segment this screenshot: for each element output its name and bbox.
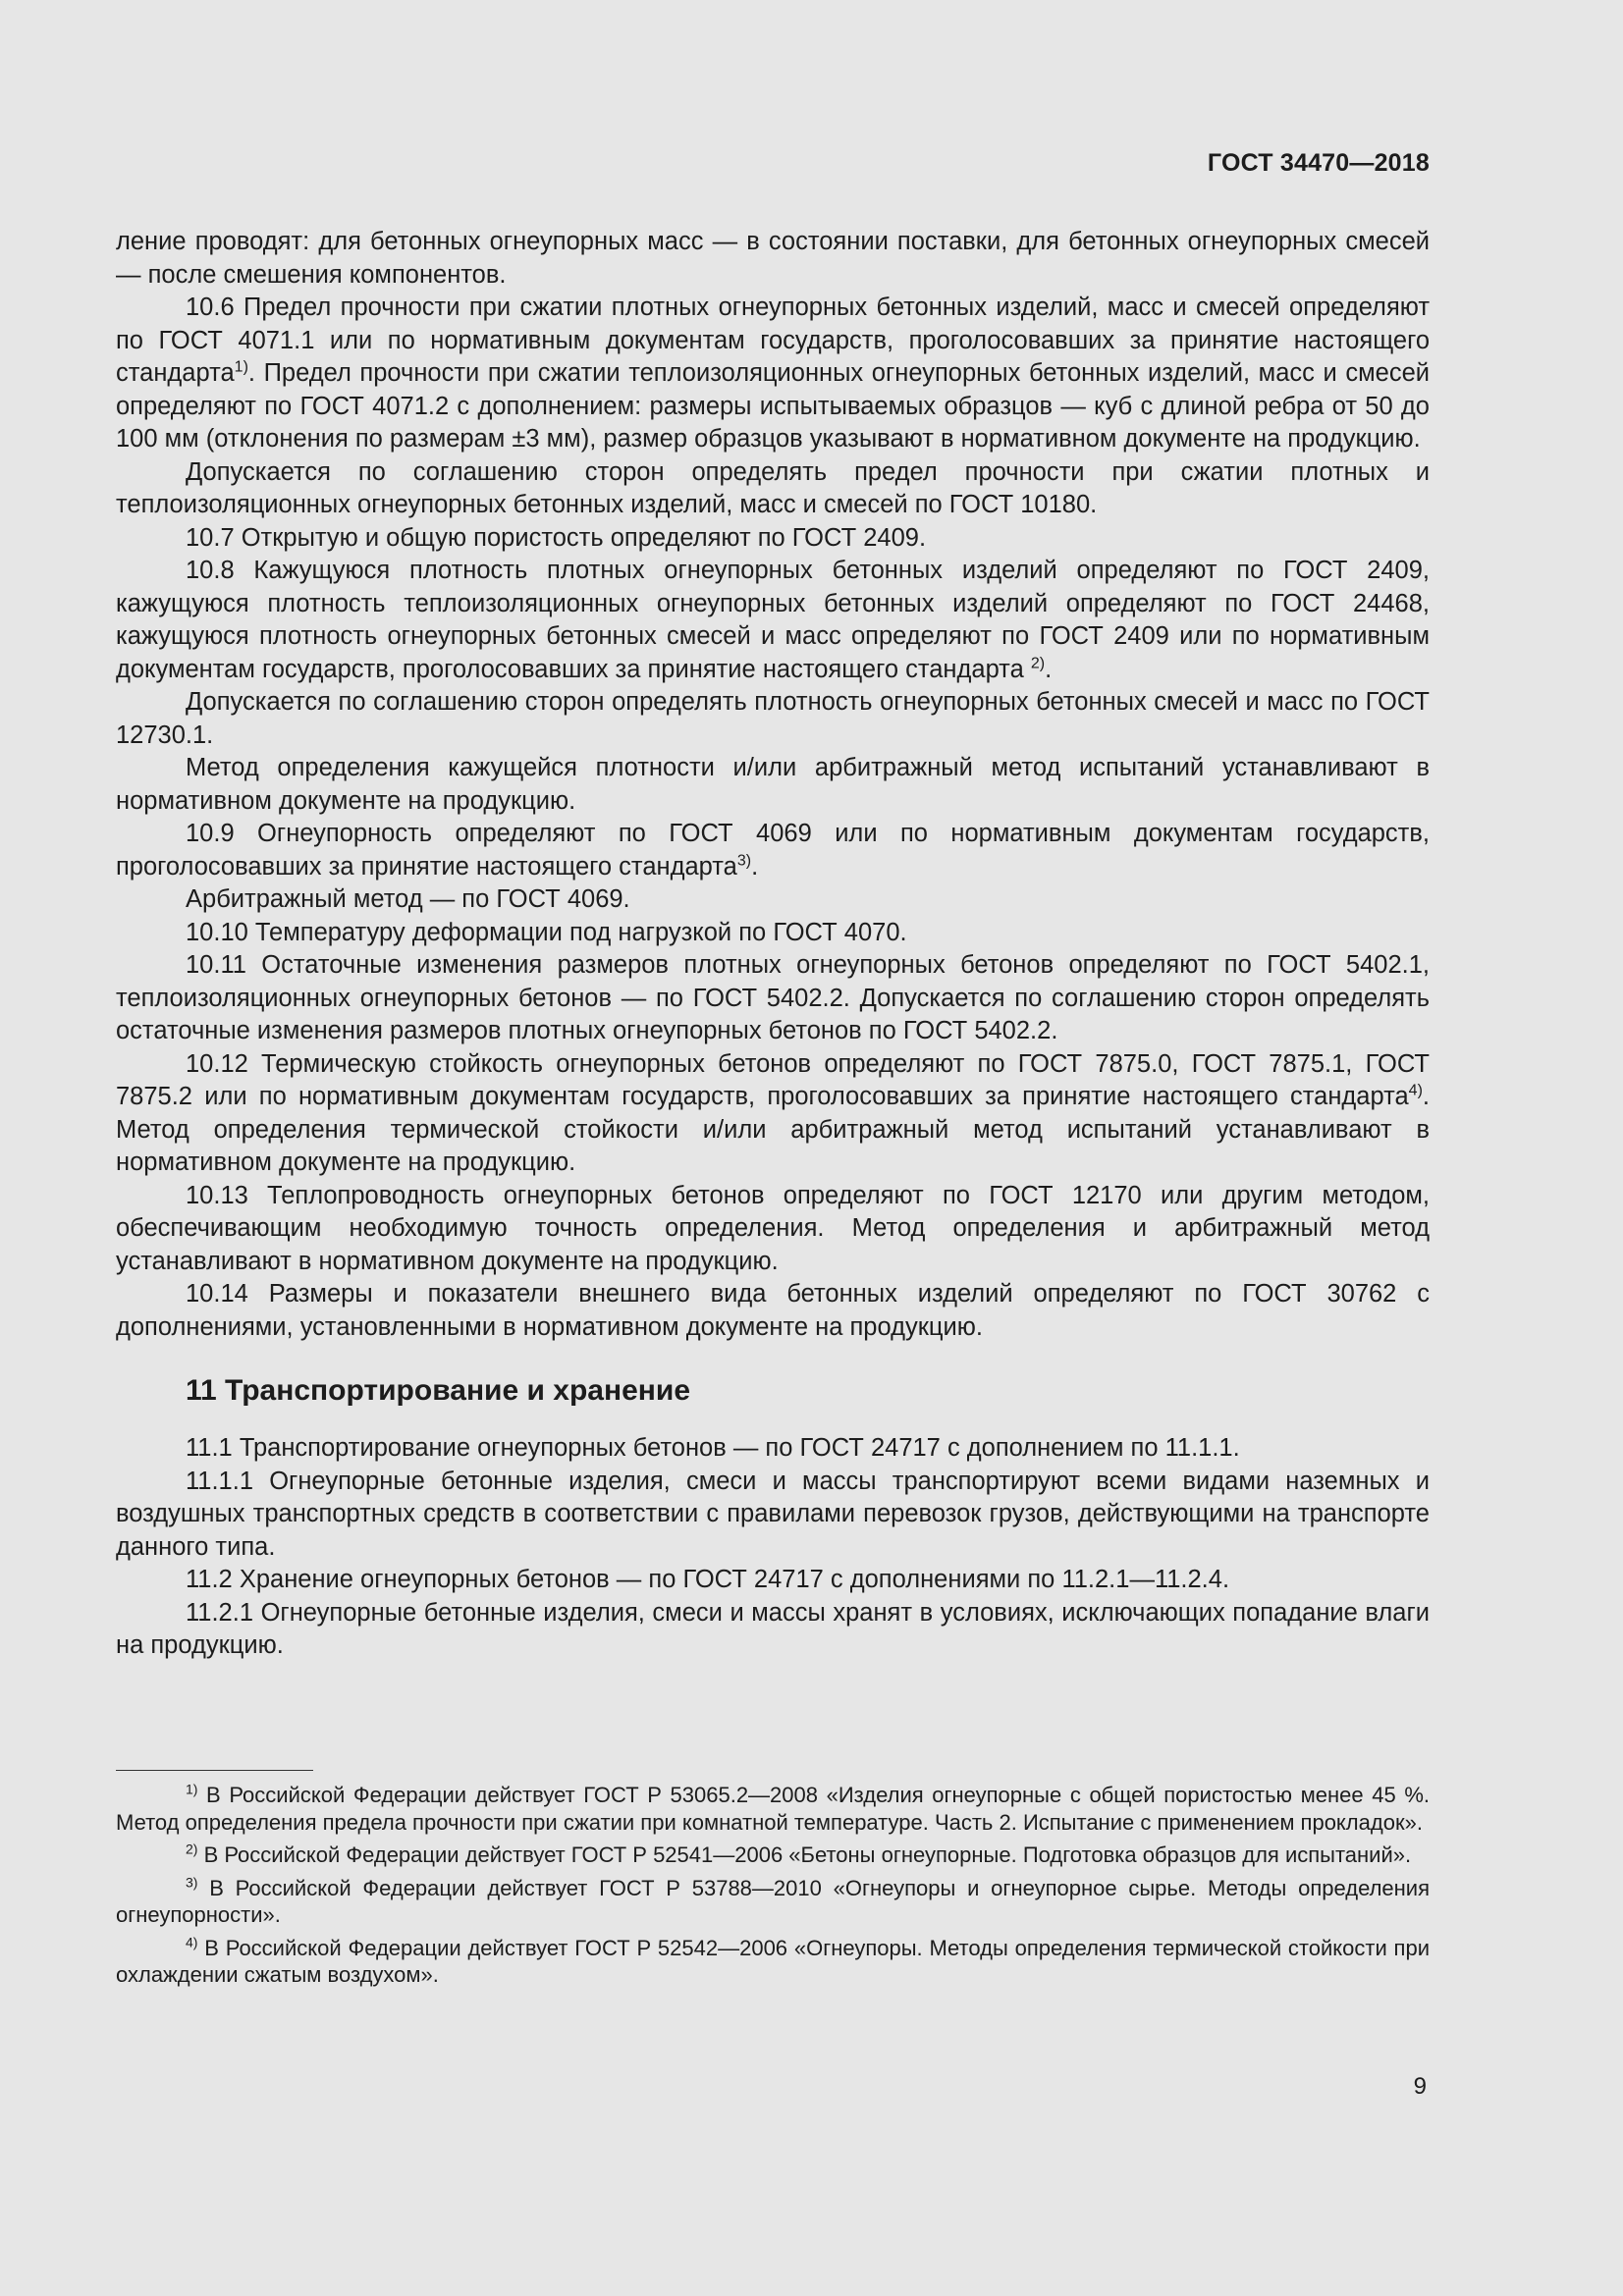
paragraph-10-8-note-2: Метод определения кажущейся плотности и/или арбитражный метод испытаний устанавливают в нормативном документе на продукцию. <box>116 754 1430 815</box>
paragraph-10-11: 10.11 Остаточные изменения размеров плотных огнеупорных бетонов определяют по ГОСТ 5402.1, теплоизоляционных огнеупорных бетонов — по ГОСТ 5402.2. Допускается по соглашению сторон определять остаточные изменения размеров плотных огнеупорных бетонов по ГОСТ 5402.2. <box>116 951 1430 1044</box>
text-span: . Предел прочности при сжатии теплоизоляционных огнеупорных бетонных изделий, масс и смесей определяют по ГОСТ 4071.2 с дополнением: размеры испытываемых образцов — куб с длиной ребра от 50 до 100 мм (отклонения по размерам ±3 мм), размер образцов указывают в нормативном документе на продукцию. <box>116 359 1430 453</box>
main-text <box>116 226 1430 1663</box>
text-span: . <box>1045 655 1053 683</box>
footnote-4 <box>116 1935 1430 1989</box>
footnote-mark: 2) <box>186 1841 198 1857</box>
document-header: ГОСТ 34470—2018 <box>1207 149 1430 177</box>
footnote-mark: 1) <box>186 1781 198 1797</box>
footnotes <box>116 1782 1430 1995</box>
footnote-mark: 4) <box>186 1934 198 1950</box>
paragraph-10-9 <box>116 818 1430 883</box>
paragraph-10-6-note: Допускается по соглашению сторон определять предел прочности при сжатии плотных и теплоизоляционных огнеупорных бетонных изделий, масс и смесей по ГОСТ 10180. <box>116 457 1430 518</box>
footnote-1 <box>116 1782 1430 1836</box>
footnote-ref-4: 4) <box>1408 1082 1423 1099</box>
paragraph-11-2-1: 11.2.1 Огнеупорные бетонные изделия, смеси и массы хранят в условиях, исключающих попадание влаги на продукцию. <box>116 1598 1430 1659</box>
paragraph-10-9-note: Арбитражный метод — по ГОСТ 4069. <box>186 885 630 913</box>
paragraph-10-8 <box>116 555 1430 686</box>
text-span: . Метод определения термической стойкости и/или арбитражный метод испытаний устанавливают в нормативном документе на продукцию. <box>116 1083 1430 1176</box>
paragraph-10-6 <box>116 292 1430 456</box>
text-span: . <box>751 852 759 881</box>
footnote-mark: 3) <box>186 1874 198 1891</box>
text-span: 10.8 Кажущуюся плотность плотных огнеупорных бетонных изделий определяют по ГОСТ 2409, кажущуюся плотность теплоизоляционных огнеупорных бетонных изделий определяют по ГОСТ 24468, кажущуюся плотность огнеупорных бетонных смесей и масс определяют по ГОСТ 2409 или по нормативным документам государств, проголосовавших за принятие настоящего стандарта <box>116 557 1430 683</box>
footnote-text: В Российской Федерации действует ГОСТ Р 52541—2006 «Бетоны огнеупорные. Подготовка образцов для испытаний». <box>197 1842 1412 1867</box>
paragraph-10-8-note-1: Допускается по соглашению сторон определять плотность огнеупорных бетонных смесей и масс по ГОСТ 12730.1. <box>116 688 1430 749</box>
paragraph-10-13: 10.13 Теплопроводность огнеупорных бетонов определяют по ГОСТ 12170 или другим методом, обеспечивающим необходимую точность определения. Метод определения и арбитражный метод устанавливают в нормативном документе на продукцию. <box>116 1181 1430 1275</box>
footnote-ref-3: 3) <box>736 852 752 869</box>
paragraph-10-7: 10.7 Открытую и общую пористость определяют по ГОСТ 2409. <box>186 523 927 552</box>
footnote-3 <box>116 1875 1430 1929</box>
footnote-divider <box>116 1770 313 1771</box>
paragraph-10-10: 10.10 Температуру деформации под нагрузкой по ГОСТ 4070. <box>186 918 907 946</box>
footnote-text: В Российской Федерации действует ГОСТ Р 53065.2—2008 «Изделия огнеупорные с общей пористостью менее 45 %. Метод определения предела прочности при сжатии при комнатной температуре. Часть 2. Испытание с применением прокладок». <box>116 1783 1430 1835</box>
paragraph-11-1-1: 11.1.1 Огнеупорные бетонные изделия, смеси и массы транспортируют всеми видами наземных и воздушных транспортных средств в соответствии с правилами перевозок грузов, действующими на транспорте данного типа. <box>116 1467 1430 1561</box>
paragraph-continuation: ление проводят: для бетонных огнеупорных масс — в состоянии поставки, для бетонных огнеупорных смесей — после смешения компонентов. <box>116 228 1430 289</box>
footnote-text: В Российской Федерации действует ГОСТ Р 52542—2006 «Огнеупоры. Методы определения термической стойкости при охлаждении сжатым воздухом». <box>116 1935 1430 1987</box>
paragraph-11-1: 11.1 Транспортирование огнеупорных бетонов — по ГОСТ 24717 с дополнением по 11.1.1. <box>186 1434 1240 1462</box>
paragraph-10-14: 10.14 Размеры и показатели внешнего вида бетонных изделий определяют по ГОСТ 30762 с дополнениями, установленными в нормативном документе на продукцию. <box>116 1280 1430 1341</box>
footnote-2 <box>116 1842 1430 1869</box>
footnote-ref-2: 2) <box>1030 655 1046 671</box>
paragraph-10-12 <box>116 1048 1430 1180</box>
page-number: 9 <box>1413 2073 1427 2100</box>
text-span: 10.12 Термическую стойкость огнеупорных бетонов определяют по ГОСТ 7875.0, ГОСТ 7875.1, ГОСТ 7875.2 или по нормативным документам государств, проголосовавших за принятие настоящего стандарта <box>116 1049 1430 1110</box>
text-span: 10.6 Предел прочности при сжатии плотных огнеупорных бетонных изделий, масс и смесей определяют по ГОСТ 4071.1 или по нормативным документам государств, проголосовавших за принятие настоящего стандарта <box>116 294 1430 387</box>
paragraph-11-2: 11.2 Хранение огнеупорных бетонов — по ГОСТ 24717 с дополнениями по 11.2.1—11.2.4. <box>186 1566 1230 1593</box>
footnote-text: В Российской Федерации действует ГОСТ Р 53788—2010 «Огнеупоры и огнеупорное сырье. Методы определения огнеупорности». <box>116 1875 1430 1927</box>
section-11-title: 11 Транспортирование и хранение <box>186 1374 691 1407</box>
footnote-ref-1: 1) <box>234 358 248 376</box>
text-span: 10.9 Огнеупорность определяют по ГОСТ 4069 или по нормативным документам государств, проголосовавших за принятие настоящего стандарта <box>116 820 1430 881</box>
